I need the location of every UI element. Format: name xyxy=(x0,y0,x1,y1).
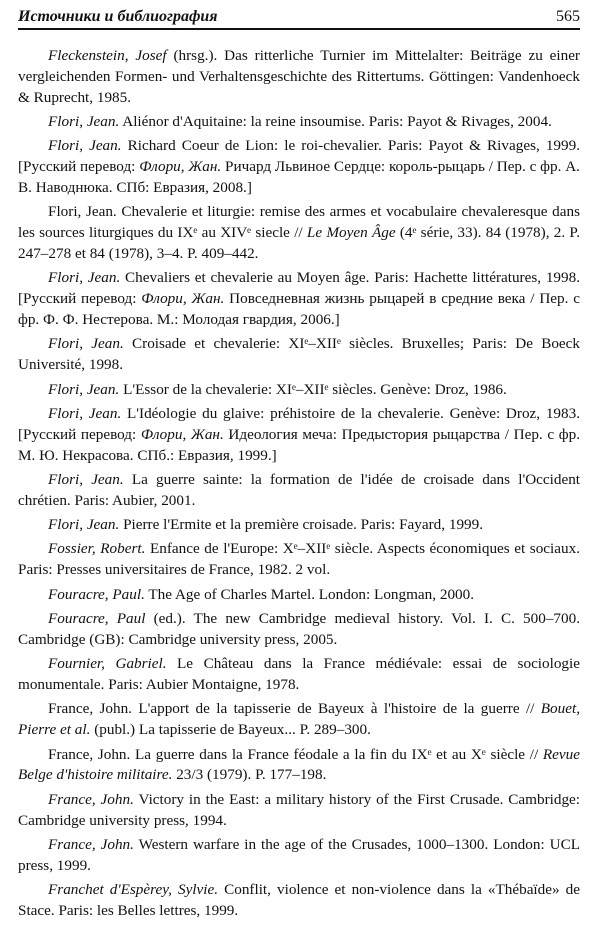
bibliography-entry xyxy=(18,404,580,466)
bibliography-entry xyxy=(18,585,580,606)
entry-text: France, John. L'apport de la tapisserie de Bayeux à l'histoire de la guerre // xyxy=(48,700,541,718)
bibliography-entry xyxy=(18,745,580,787)
entry-text: Aliénor d'Aquitaine: la reine insoumise. Paris: Payot & Rivages, 2004. xyxy=(119,112,552,130)
entry-author: Fossier, Robert. xyxy=(48,540,146,558)
entry-text: La guerre sainte: la formation de l'idée de croisade dans l'Occident chrétien. Paris: Aubier, 2001. xyxy=(18,470,581,509)
entry-text-continued: (4ᵉ série, 33). 84 (1978), 2. P. 247–278 et 84 (1978), 3–4. P. 409–442. xyxy=(18,224,580,262)
entry-text: Richard Coeur de Lion: le roi-chevalier. Paris: Payot & Rivages, 1999. [Русский перевод: xyxy=(18,137,581,176)
bibliography-entry xyxy=(18,136,580,198)
entry-text-continued: Ричард Львиное Сердце: король-рыцарь / Пер. с фр. А. В. Наводнюка. СПб: Евразия, 2008.] xyxy=(18,158,580,196)
entry-author: Fleckenstein, Josef xyxy=(48,47,167,64)
bibliography-entry xyxy=(18,835,580,877)
entry-author: Flori, Jean. xyxy=(48,404,122,422)
entry-author: Flori, Jean. xyxy=(48,516,120,534)
bibliography-entry xyxy=(18,609,580,651)
entry-text: Western warfare in the age of the Crusades, 1000–1300. London: UCL press, 1999. xyxy=(18,835,580,874)
entry-text: Flori, Jean. Chevalerie et liturgie: remise des armes et vocabulaire chevaleresque dans les sources liturgiques du IXᵉ au XIVᵉ siecle // xyxy=(18,203,580,242)
entry-text: (ed.). The new Cambridge medieval history. Vol. I. C. 500–700. Cambridge (GB): Cambridge university press, 2005. xyxy=(18,610,581,648)
entry-author: Flori, Jean. xyxy=(48,380,120,398)
page-header xyxy=(18,0,580,30)
entry-source: Le Moyen Âge xyxy=(306,224,396,242)
bibliography-list xyxy=(18,46,580,922)
entry-source: Bouet, Pierre et al. xyxy=(18,700,580,739)
entry-text: Victory in the East: a military history of the First Crusade. Cambridge: Cambridge university press, 1994. xyxy=(18,790,581,829)
running-head: Источники и библиография xyxy=(18,8,218,25)
bibliography-entry xyxy=(18,470,580,512)
entry-translation-author: Флори, Жан. xyxy=(139,158,222,176)
entry-text: Le Château dans la France médiévale: essai de sociologie monumentale. Paris: Aubier Montaigne, 1978. xyxy=(18,655,580,694)
entry-text: Enfance de l'Europe: Xᵉ–XIIᵉ siècle. Aspects économiques et sociaux. Paris: Presses universitaires de France, 1982. 2 vol. xyxy=(18,540,580,579)
entry-text: (hrsg.). Das ritterliche Turnier im Mittelalter: Beiträge zu einer vergleichenden Formen- und Verhaltensgeschichte des Rittertums. Göttingen: Vandenhoeck & Ruprecht, 1985. xyxy=(18,47,580,106)
entry-author: Fournier, Gabriel. xyxy=(48,655,167,673)
bibliography-entry xyxy=(18,699,580,741)
entry-source: Revue Belge d'histoire militaire. xyxy=(18,745,580,784)
bibliography-entry xyxy=(18,334,580,376)
entry-text: The Age of Charles Martel. London: Longman, 2000. xyxy=(144,585,475,603)
bibliography-entry xyxy=(18,654,580,696)
bibliography-entry xyxy=(18,202,580,264)
bibliography-entry xyxy=(18,880,580,922)
bibliography-entry xyxy=(18,380,580,401)
entry-text: Croisade et chevalerie: XIᵉ–XIIᵉ siècles. Bruxelles; Paris: De Boeck Université, 1998. xyxy=(18,335,580,374)
entry-translation-author: Флори, Жан. xyxy=(140,425,224,443)
entry-text-continued: 23/3 (1979). P. 177–198. xyxy=(172,766,327,784)
entry-translation-author: Флори, Жан. xyxy=(141,290,225,308)
entry-text: Conflit, violence et non-violence dans la «Thébaïde» de Stace. Paris: les Belles lettres, 1999. xyxy=(18,881,580,919)
entry-author: Fouracre, Paul. xyxy=(48,585,145,603)
entry-text: France, John. La guerre dans la France féodale a la fin du IXᵉ et au Xᵉ siècle // xyxy=(48,745,543,763)
bibliography-entry xyxy=(18,46,580,108)
bibliography-entry xyxy=(18,790,580,832)
entry-author: Fouracre, Paul xyxy=(48,610,146,628)
entry-text: Chevaliers et chevalerie au Moyen âge. Paris: Hachette littératures, 1998. [Русский перевод: xyxy=(18,269,581,308)
entry-author: Flori, Jean. xyxy=(48,112,120,130)
entry-author: Flori, Jean. xyxy=(48,137,122,155)
bibliography-entry xyxy=(18,112,580,133)
entry-author: France, John. xyxy=(48,790,134,808)
bibliography-entry xyxy=(18,268,580,330)
entry-text-continued: Повседневная жизнь рыцарей в средние века / Пер. с фр. Ф. Ф. Нестерова. М.: Молодая гвардия, 2006.] xyxy=(18,290,581,328)
entry-author: Flori, Jean. xyxy=(48,269,121,287)
entry-text-continued: Идеология меча: Предыстория рыцарства / Пер. с фр. М. Ю. Некрасова. СПб.: Евразия, 1999.] xyxy=(18,425,580,464)
entry-author: Flori, Jean. xyxy=(48,335,124,353)
bibliography-entry xyxy=(18,539,580,581)
entry-author: Flori, Jean. xyxy=(48,470,124,488)
entry-text: L'Essor de la chevalerie: XIᵉ–XIIᵉ siècles. Genève: Droz, 1986. xyxy=(119,380,507,398)
entry-text: L'Idéologie du glaive: préhistoire de la chevalerie. Genève: Droz, 1983. [Русский перевод: xyxy=(18,404,581,443)
entry-text: Pierre l'Ermite et la première croisade. Paris: Fayard, 1999. xyxy=(119,516,484,534)
entry-author: France, John. xyxy=(48,835,134,853)
page-number: 565 xyxy=(556,8,580,25)
entry-author: Franchet d'Espèrey, Sylvie. xyxy=(48,881,219,899)
entry-text-continued: (publ.) La tapisserie de Bayeux... P. 289–300. xyxy=(90,721,371,739)
bibliography-entry xyxy=(18,515,580,536)
